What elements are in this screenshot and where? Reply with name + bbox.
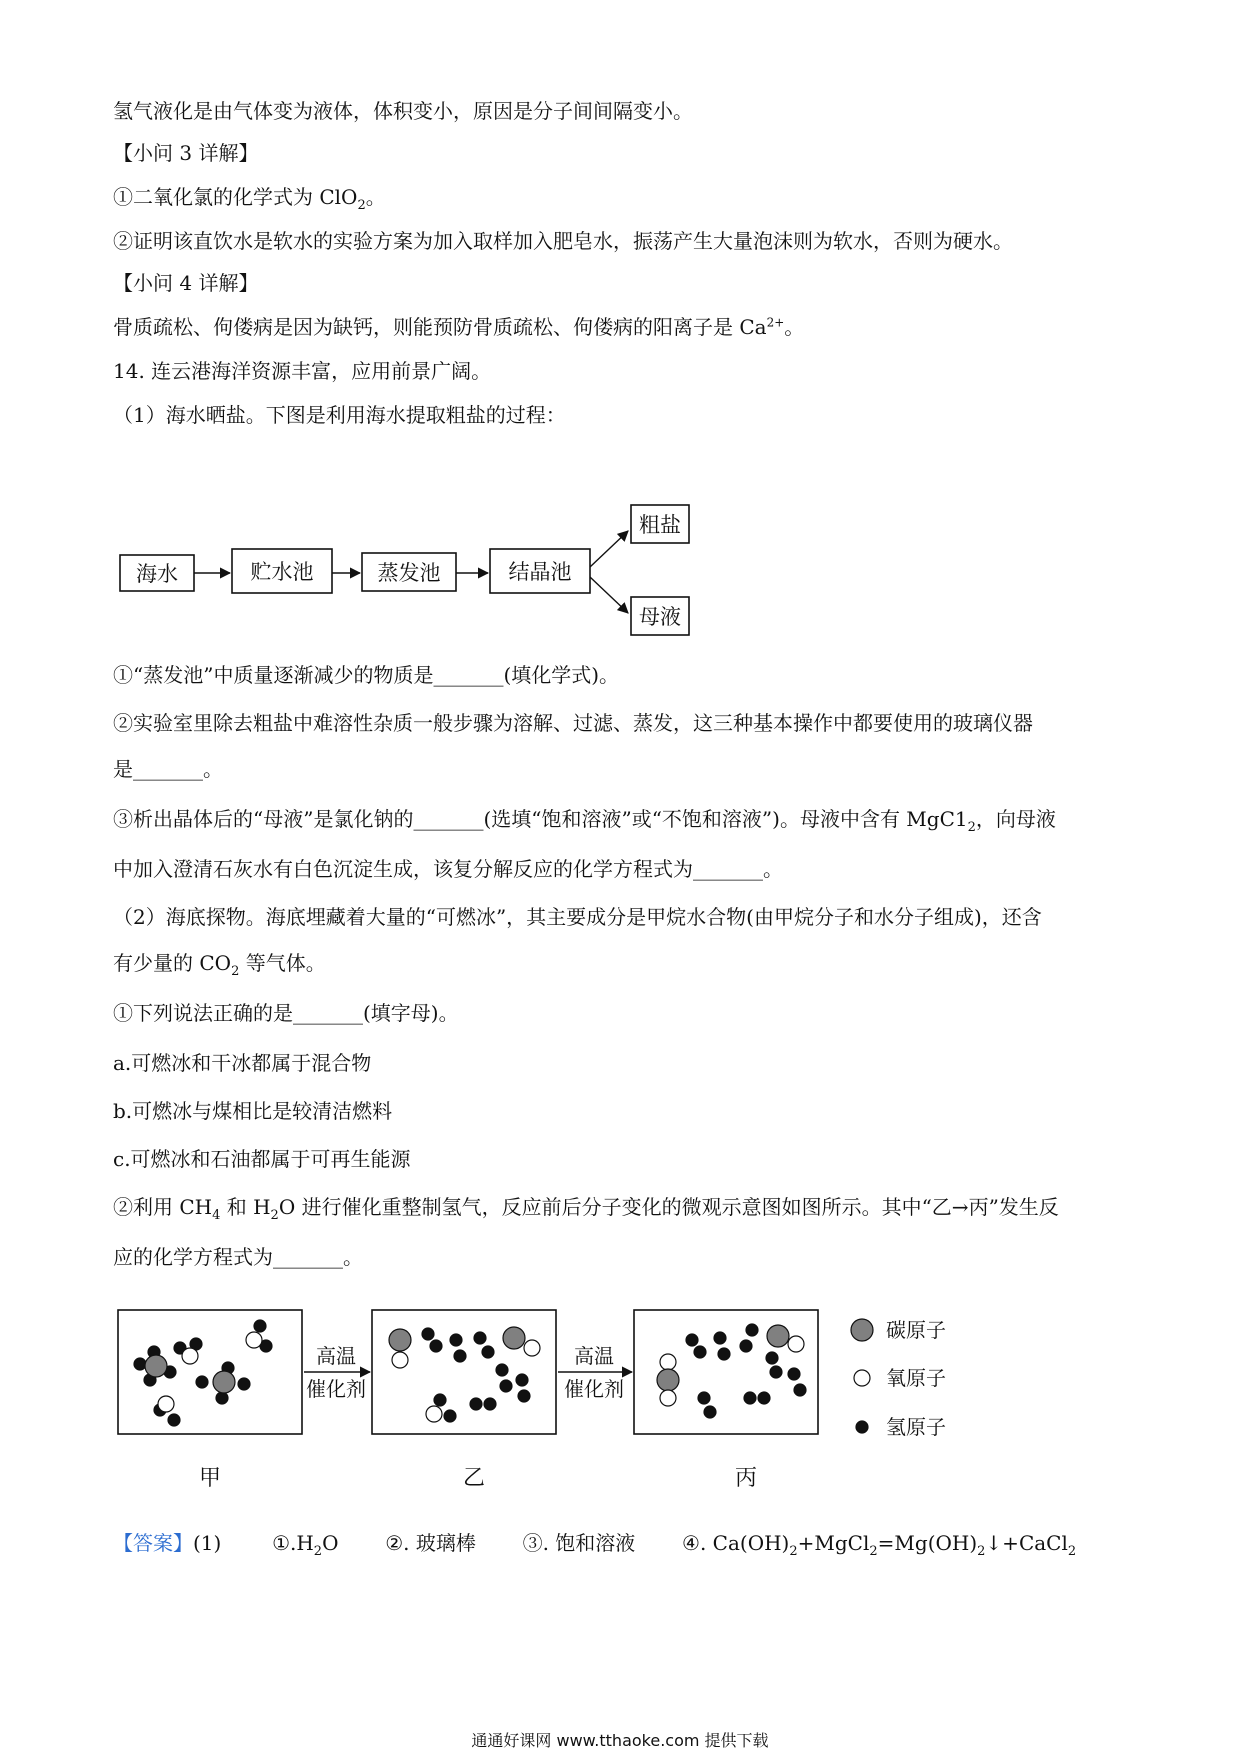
- text-line: 氢气液化是由气体变为液体，体积变小，原因是分子间间隔变小。: [113, 99, 693, 123]
- oxygen-atom: [426, 1406, 442, 1422]
- panel-jia: [118, 1310, 302, 1434]
- text-line: ①下列说法正确的是_______(填字母)。: [113, 1001, 459, 1025]
- text-line: 是_______。: [113, 757, 223, 781]
- option-a: a.可燃冰和干冰都属于混合物: [113, 1051, 372, 1075]
- arrow-condition-bottom: 催化剂: [564, 1377, 624, 1401]
- legend-carbon-icon: [851, 1319, 873, 1341]
- legend-hydrogen-icon: [856, 1421, 868, 1433]
- flow-arrow: [590, 531, 628, 567]
- flow-label: 母液: [639, 605, 681, 629]
- oxygen-atom: [660, 1354, 676, 1370]
- flow-arrow: [590, 577, 628, 613]
- text-line: ①“蒸发池”中质量逐渐减少的物质是_______(填化学式)。: [113, 663, 620, 687]
- flow-label: 海水: [136, 562, 178, 586]
- text-line: ③析出晶体后的“母液”是氯化钠的_______(选填“饱和溶液”或“不饱和溶液”)。母液中含有 $MgC1_2$，向母液: [113, 807, 1056, 835]
- answer-label: 【答案】: [113, 1531, 193, 1555]
- carbon-atom: [503, 1327, 525, 1349]
- page-footer: 通通好课网 www.tthaoke.com 提供下载: [471, 1731, 769, 1750]
- text-line: ②利用 $CH_4$ 和 $H_2O$ 进行催化重整制氢气，反应前后分子变化的微观示意图如图所示。其中“乙→丙”发生反: [113, 1195, 1059, 1223]
- question-title: 14. 连云港海洋资源丰富，应用前景广阔。: [113, 359, 492, 383]
- text-line: ②实验室里除去粗盐中难溶性杂质一般步骤为溶解、过滤、蒸发，这三种基本操作中都要使用的玻璃仪器: [113, 711, 1033, 735]
- option-c: c.可燃冰和石油都属于可再生能源: [113, 1147, 411, 1171]
- arrow-condition-bottom: 催化剂: [306, 1377, 366, 1401]
- flow-label: 结晶池: [508, 560, 572, 584]
- arrow-condition-top: 高温: [574, 1344, 614, 1368]
- text-line: ②证明该直饮水是软水的实验方案为加入取样加入肥皂水，振荡产生大量泡沫则为软水，否则为硬水。: [113, 229, 1013, 253]
- panel-caption-bing: 丙: [734, 1466, 758, 1491]
- oxygen-atom: [182, 1348, 198, 1364]
- legend-oxygen-label: 氧原子: [886, 1366, 946, 1390]
- text-line: 应的化学方程式为_______。: [113, 1245, 363, 1269]
- carbon-atom: [767, 1325, 789, 1347]
- reaction-diagram: [110, 1300, 1010, 1500]
- answer-4: ④. $Ca(OH)_2+MgCl_2=Mg(OH)_2↓+CaCl_2$: [682, 1531, 1077, 1559]
- oxygen-atom: [158, 1396, 174, 1412]
- arrow-condition-top: 高温: [316, 1344, 356, 1368]
- text-line: ①二氧化氯的化学式为 ClO$_2$。: [113, 185, 386, 213]
- oxygen-atom: [392, 1352, 408, 1368]
- answer-3: ③. 饱和溶液: [522, 1531, 636, 1555]
- section-heading: 【小问 4 详解】: [113, 271, 259, 295]
- flow-label: 粗盐: [639, 513, 681, 537]
- answer-1: $①.H_2O$: [272, 1531, 339, 1559]
- text-line: 有少量的 $CO_2$ 等气体。: [113, 951, 326, 979]
- carbon-atom: [213, 1371, 235, 1393]
- panel-caption-jia: 甲: [198, 1466, 222, 1491]
- flow-label: 蒸发池: [377, 561, 441, 585]
- carbon-atom: [145, 1355, 167, 1377]
- oxygen-atom: [788, 1336, 804, 1352]
- oxygen-atom: [524, 1340, 540, 1356]
- section-heading: 【小问 3 详解】: [113, 141, 259, 165]
- oxygen-atom: [246, 1332, 262, 1348]
- option-b: b.可燃冰与煤相比是较清洁燃料: [113, 1099, 393, 1123]
- text-line: 骨质疏松、佝偻病是因为缺钙，则能预防骨质疏松、佝偻病的阳离子是 $Ca^{2+}$。: [113, 315, 805, 339]
- text-line: （2）海底探物。海底埋藏着大量的“可燃冰”，其主要成分是甲烷水合物(由甲烷分子和水分子组成)，还含: [113, 905, 1042, 929]
- legend-carbon-label: 碳原子: [886, 1318, 946, 1342]
- oxygen-atom: [660, 1390, 676, 1406]
- answer-2: ②. 玻璃棒: [385, 1531, 476, 1555]
- answer-line: 【答案】(1) $①.H_2O$ ②. 玻璃棒 ③. 饱和溶液 ④. $Ca(OH)_2+MgCl_2=Mg(OH)_2↓+CaCl_2$: [113, 1531, 1077, 1559]
- legend-hydrogen-label: 氢原子: [886, 1415, 946, 1439]
- text-line: （1）海水晒盐。下图是利用海水提取粗盐的过程：: [113, 403, 566, 427]
- carbon-atom: [657, 1369, 679, 1391]
- legend-oxygen-icon: [854, 1370, 870, 1386]
- panel-caption-yi: 乙: [462, 1466, 486, 1491]
- salt-flow-diagram: [110, 495, 710, 640]
- text-line: 中加入澄清石灰水有白色沉淀生成，该复分解反应的化学方程式为_______。: [113, 857, 783, 881]
- flow-label: 贮水池: [250, 560, 314, 584]
- carbon-atom: [389, 1329, 411, 1351]
